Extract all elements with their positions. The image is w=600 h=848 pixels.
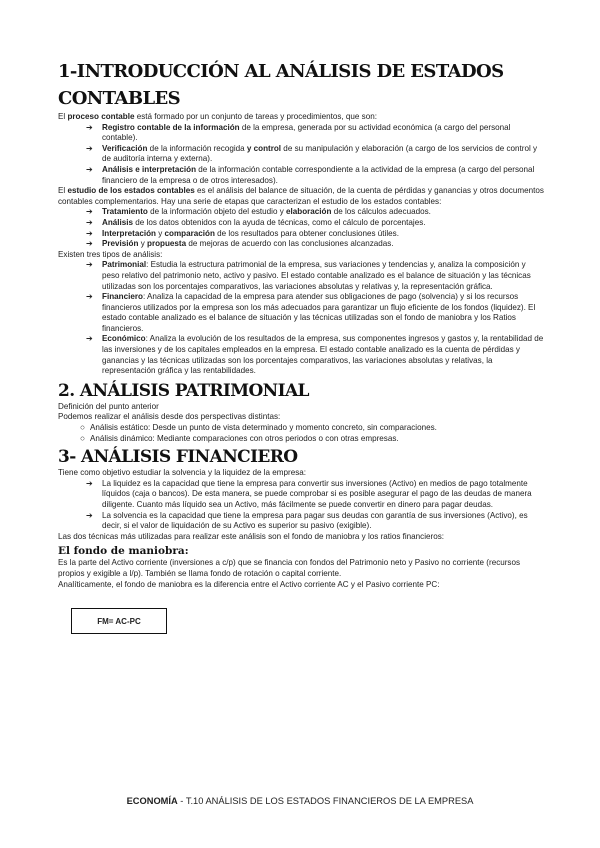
arrow-icon: ➔ — [86, 164, 93, 174]
list-item: ➔ Económico: Analiza la evolución de los resultados de la empresa, sus componentes ingresos y gastos y, la rentabilidad de las inversiones y de los capitales empleados en la empresa. El estado contable analizado es la cuenta de pérdidas y ganancias y las técnicas utilizadas son los porcentajes comparativos, las variaciones absolutas y relativas, la representación gráfica y las rentabilidades. — [86, 334, 544, 376]
list-item: ➔ Patrimonial: Estudia la estructura patrimonial de la empresa, sus variaciones y tendencias y, analiza la composición y peso relativo del patrimonio neto, activo y pasivo. El estado contable analizado es el balance de situación y las técnicas utilizadas son los porcentajes comparativos, las variaciones absolutas y relativas y, la representación gráfica. — [86, 260, 531, 291]
paragraph: El proceso contable está formado por un conjunto de tareas y procedimientos, que son: — [58, 112, 377, 121]
perspectives-list — [58, 423, 544, 444]
list-item: ➔ Registro contable de la información de la empresa, generada por su actividad económica (a cargo del personal contable). — [86, 122, 511, 143]
paragraph: Tiene como objetivo estudiar la solvencia y la liquidez de la empresa: — [58, 468, 307, 478]
page-content — [58, 58, 544, 634]
stages-list — [58, 207, 544, 249]
arrow-icon: ➔ — [86, 228, 93, 238]
subsection-title: El fondo de maniobra: — [58, 545, 189, 558]
process-list — [58, 123, 544, 187]
arrow-icon: ➔ — [86, 478, 93, 488]
list-item: ○ Análisis estático: Desde un punto de vista determinado y momento concreto, sin comparaciones. — [80, 423, 437, 433]
page-footer: ECONOMÍA - T.10 ANÁLISIS DE LOS ESTADOS FINANCIEROS DE LA EMPRESA — [126, 796, 474, 806]
list-item: ➔ Interpretación y comparación de los resultados para obtener conclusiones útiles. — [86, 228, 399, 238]
section-1-title: 1-INTRODUCCIÓN AL ANÁLISIS DE ESTADOS CONTABLES — [58, 61, 504, 109]
list-item: ○ Análisis dinámico: Mediante comparaciones con otros periodos o con otras empresas. — [80, 433, 399, 443]
formula-box: FM= AC-PC — [71, 608, 167, 634]
list-item: ➔ Previsión y propuesta de mejoras de acuerdo con las conclusiones alcanzadas. — [86, 239, 394, 249]
list-item: ➔ La liquidez es la capacidad que tiene la empresa para convertir sus inversiones (Activo) en medios de pago totalmente líquidos (caja o bancos). De esta manera, se puede comprobar si es posible asegurar el pago de las deudas de manera diligente. Cuanto más líquido sea un Activo, más fácilmente se puede convertir en dinero para pagar deudas. — [86, 478, 532, 509]
arrow-icon: ➔ — [86, 292, 93, 302]
arrow-icon: ➔ — [86, 239, 93, 249]
types-list — [58, 260, 544, 377]
arrow-icon: ➔ — [86, 143, 93, 153]
arrow-icon: ➔ — [86, 510, 93, 520]
paragraph: Es la parte del Activo corriente (inversiones a c/p) que se financia con fondos del Patrimonio neto y Pasivo no corriente (recursos propios y exigible a l/p). También se llama fondo de rotación o capital corriente. — [58, 558, 521, 578]
list-item: ➔ Análisis e interpretación de la información contable correspondiente a la actividad de la empresa (a cargo del personal financiero de la empresa o de otros interesados). — [86, 164, 535, 185]
paragraph: El estudio de los estados contables es el análisis del balance de situación, de la cuenta de pérdidas y ganancias y otros documentos contables complementarios. Hay una serie de etapas que caracterizan el estudio de los estados contables: — [58, 186, 544, 206]
bullet-icon: ○ — [80, 423, 85, 433]
arrow-icon: ➔ — [86, 122, 93, 132]
paragraph: Las dos técnicas más utilizadas para realizar este análisis son el fondo de maniobra y los ratios financieros: — [58, 531, 445, 541]
paragraph: Definición del punto anterior — [58, 401, 159, 411]
paragraph: Existen tres tipos de análisis: — [58, 249, 163, 259]
list-item: ➔ La solvencia es la capacidad que tiene la empresa para pagar sus deudas con garantía de sus inversiones (Activo), es decir, si el valor de liquidación de su Activo es superior su pasivo (exigible). — [86, 510, 528, 531]
section-2-title: 2. ANÁLISIS PATRIMONIAL — [58, 380, 309, 401]
list-item: ➔ Financiero: Analiza la capacidad de la empresa para atender sus obligaciones de pago (solvencia) y si los recursos financieros utilizados por la empresa son los más adecuados para garantizar un flujo eficiente de los fondos (liquidez). El estado contable analizado es el balance de situación y las técnicas utilizadas son el fondo de maniobra y los Ratios financieros. — [86, 292, 536, 333]
financial-list — [58, 479, 544, 532]
arrow-icon: ➔ — [86, 260, 93, 270]
bullet-icon: ○ — [80, 433, 85, 443]
list-item: ➔ Análisis de los datos obtenidos con la ayuda de técnicas, como el cálculo de porcentajes. — [86, 217, 426, 227]
list-item: ➔ Verificación de la información recogida y control de su manipulación y elaboración (a cargo de los servicios de control y de auditoría interna y externa). — [86, 143, 538, 164]
paragraph: Analíticamente, el fondo de maniobra es la diferencia entre el Activo corriente AC y el Pasivo corriente PC: — [58, 579, 440, 589]
paragraph: Podemos realizar el análisis desde dos perspectivas distintas: — [58, 412, 281, 422]
section-3-title: 3- ANÁLISIS FINANCIERO — [58, 447, 298, 468]
list-item: ➔ Tratamiento de la información objeto del estudio y elaboración de los cálculos adecuados. — [86, 207, 431, 217]
arrow-icon: ➔ — [86, 207, 93, 217]
arrow-icon: ➔ — [86, 334, 93, 344]
arrow-icon: ➔ — [86, 217, 93, 227]
